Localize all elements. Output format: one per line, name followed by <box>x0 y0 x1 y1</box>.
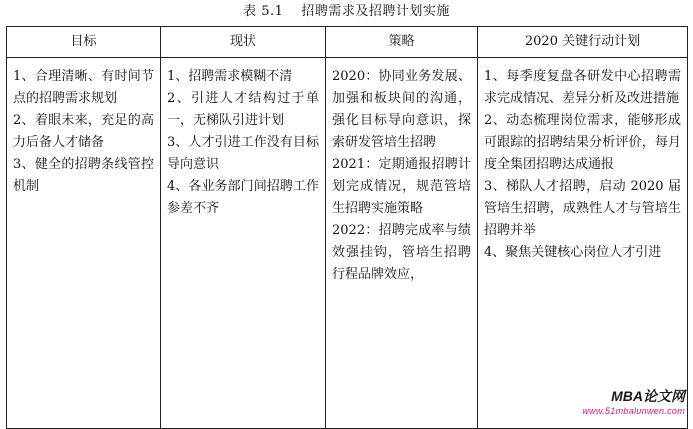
goal-item: 2、着眼未来，充足的高力后备人才储备 <box>13 113 154 150</box>
goal-item: 3、健全的招聘条线管控机制 <box>13 157 154 194</box>
column-header-goal: 目标 <box>7 27 161 58</box>
table-header-row <box>7 27 688 58</box>
watermark-brand: MBA论文网 <box>611 388 685 404</box>
action-plan-cell <box>478 58 688 429</box>
action-item: 2、动态梳理岗位需求，能够形成可跟踪的招聘结果分析评价，每月度全集团招聘达成通报 <box>484 113 681 172</box>
status-item: 3、人才引进工作没有目标导向意识 <box>167 135 319 172</box>
column-header-action-plan: 2020 关键行动计划 <box>478 27 688 58</box>
status-item: 4、各业务部门间招聘工作参差不齐 <box>167 179 319 216</box>
strategy-item: 2020：协同业务发展、加强和板块间的沟通，强化目标导向意识，探索研发管培生招聘 <box>332 69 471 150</box>
strategy-item: 2021：定期通报招聘计划完成情况，规范管培生招聘实施策略 <box>332 157 471 216</box>
strategy-item: 2022：招聘完成率与绩效强挂钩，管培生招聘行程品牌效应， <box>332 223 471 282</box>
column-header-status: 现状 <box>161 27 326 58</box>
strategy-cell <box>326 58 478 429</box>
watermark <box>582 386 685 416</box>
status-item: 2、引进人才结构过于单一，无梯队引进计划 <box>167 91 319 128</box>
recruitment-table <box>6 26 688 429</box>
status-item: 1、招聘需求模糊不清 <box>167 69 293 84</box>
table-row <box>7 58 688 429</box>
table-title: 招聘需求及招聘计划实施 <box>301 4 450 19</box>
action-item: 3、梯队人才招聘，启动 2020 届管培生招聘，成熟性人才与管培生招聘并举 <box>484 179 681 238</box>
action-item: 1、每季度复盘各研发中心招聘需求完成情况、差异分析及改进措施 <box>484 69 681 106</box>
table-number: 表 5.1 <box>243 4 284 19</box>
goal-item: 1、合理清晰、有时间节点的招聘需求规划 <box>13 69 154 106</box>
column-header-strategy: 策略 <box>326 27 478 58</box>
goal-cell <box>7 58 161 429</box>
status-cell <box>161 58 326 429</box>
action-item: 4、聚焦关键核心岗位人才引进 <box>484 245 662 260</box>
table-caption <box>0 4 693 20</box>
watermark-url: www.51mbalunwen.com <box>582 406 685 416</box>
